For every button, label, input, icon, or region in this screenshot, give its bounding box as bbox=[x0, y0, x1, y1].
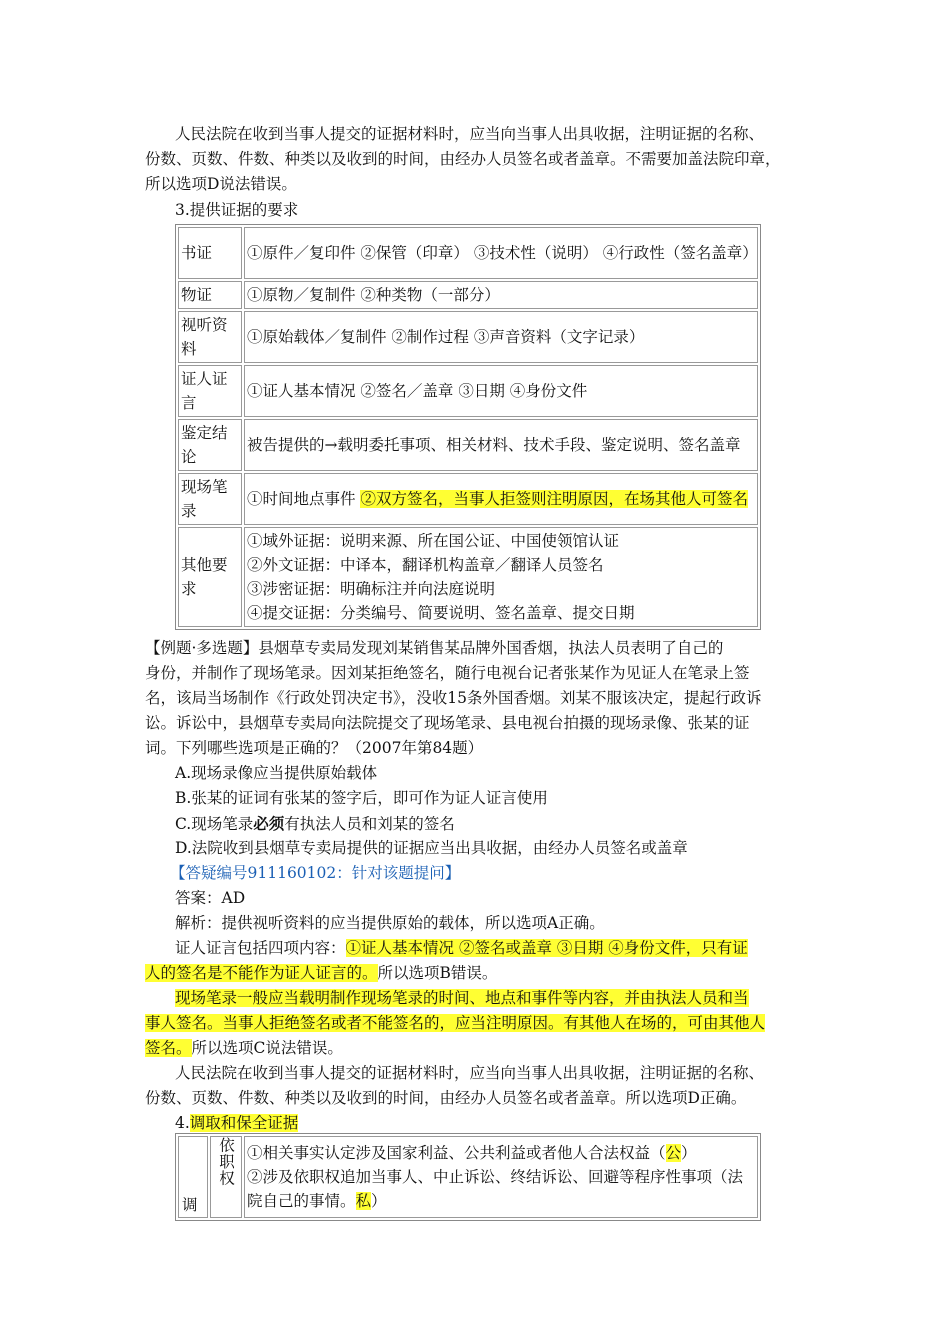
table-cell-key: 物证 bbox=[178, 281, 242, 309]
section-heading: 3.提供证据的要求 bbox=[175, 201, 299, 219]
analysis-line bbox=[145, 1011, 765, 1036]
highlighted-text: 人的签名是不能作为证人证言的。 bbox=[145, 964, 378, 982]
highlighted-text: 调取和保全证据 bbox=[189, 1114, 299, 1132]
table-cell-value bbox=[244, 527, 758, 627]
table-cell-value: 被告提供的→载明委托事项、相关材料、技术手段、鉴定说明、签名盖章 bbox=[244, 419, 758, 471]
qa-link[interactable]: 【答疑编号911160102：针对该题提问】 bbox=[170, 864, 461, 882]
option-text: 有执法人员和刘某的签名 bbox=[284, 815, 455, 833]
analysis-line bbox=[145, 1036, 343, 1061]
evidence-collection-table bbox=[175, 1133, 761, 1221]
option-d: D.法院收到县烟草专卖局提供的证据应当出具收据，由经办人员签名或盖章 bbox=[175, 839, 688, 857]
table-cell-value: ①原始载体／复制件 ②制作过程 ③声音资料（文字记录） bbox=[244, 311, 758, 363]
list-item: ③涉密证据：明确标注并向法庭说明 bbox=[247, 580, 496, 598]
answer: 答案：AD bbox=[175, 889, 246, 907]
analysis-text: 证人证言包括四项内容： bbox=[175, 939, 346, 957]
heading-number: 4. bbox=[175, 1114, 190, 1132]
highlighted-text: ②双方签名，当事人拒签则注明原因，在场其他人可签名 bbox=[360, 490, 748, 508]
table-cell-key: 调 bbox=[178, 1136, 208, 1218]
table-cell-key: 依职权 bbox=[210, 1136, 242, 1218]
option-a: A.现场录像应当提供原始载体 bbox=[175, 764, 378, 782]
option-b: B.张某的证词有张某的签字后，即可作为证人证言使用 bbox=[175, 789, 548, 807]
analysis-line bbox=[145, 936, 748, 961]
cell-text: ②涉及依职权追加当事人、中止诉讼、终结诉讼、回避等程序性事项（法院自己的事情。 bbox=[247, 1168, 744, 1210]
list-item: ②外文证据：中译本，翻译机构盖章／翻译人员签名 bbox=[247, 556, 604, 574]
table-cell-value: ①证人基本情况 ②签名／盖章 ③日期 ④身份文件 bbox=[244, 365, 758, 417]
analysis-text: 所以选项B错误。 bbox=[377, 964, 498, 982]
example-line: 身份，并制作了现场笔录。因刘某拒绝签名，随行电视台记者张某作为见证人在笔录上签 bbox=[145, 664, 750, 682]
option-c bbox=[145, 811, 455, 837]
table-cell-key: 其他要求 bbox=[178, 527, 242, 627]
cell-text: ） bbox=[681, 1144, 697, 1162]
paragraph-line: 人民法院在收到当事人提交的证据材料时，应当向当事人出具收据，注明证据的名称、 bbox=[175, 1064, 765, 1082]
analysis-line: 解析：提供视听资料的应当提供原始的载体，所以选项A正确。 bbox=[175, 914, 605, 932]
cell-text: ①相关事实认定涉及国家利益、公共利益或者他人合法权益（ bbox=[247, 1144, 666, 1162]
example-line: 【例题·多选题】县烟草专卖局发现刘某销售某品牌外国香烟，执法人员表明了自己的 bbox=[145, 639, 724, 657]
table-cell-value bbox=[244, 1136, 758, 1218]
analysis-text: 所以选项C说法错误。 bbox=[191, 1039, 343, 1057]
highlighted-text: 现场笔录一般应当载明制作现场笔录的时间、地点和事件等内容，并由执法人员和当 bbox=[175, 989, 749, 1007]
example-line: 词。下列哪些选项是正确的？（2007年第84题） bbox=[145, 739, 484, 757]
cell-text: ） bbox=[371, 1192, 387, 1210]
evidence-requirements-table bbox=[175, 224, 761, 630]
list-item: ①域外证据：说明来源、所在国公证、中国使领馆认证 bbox=[247, 532, 620, 550]
highlighted-text: 私 bbox=[355, 1192, 372, 1210]
table-cell-value bbox=[244, 473, 758, 525]
list-item: ④提交证据：分类编号、简要说明、签名盖章、提交日期 bbox=[247, 604, 635, 622]
table-cell-value: ①原件／复印件 ②保管（印章） ③技术性（说明） ④行政性（签名盖章） bbox=[244, 227, 758, 279]
table-cell-key: 证人证言 bbox=[178, 365, 242, 417]
bold-text: 必须 bbox=[253, 814, 285, 833]
highlighted-text: ①证人基本情况 ②签名或盖章 ③日期 ④身份文件，只有证 bbox=[345, 939, 748, 957]
highlighted-text: 事人签名。当事人拒绝签名或者不能签名的，应当注明原因。有其他人在场的，可由其他人 bbox=[145, 1014, 766, 1032]
analysis-line bbox=[145, 961, 497, 986]
table-cell-value: ①原物／复制件 ②种类物（一部分） bbox=[244, 281, 758, 309]
table-cell-key: 视听资料 bbox=[178, 311, 242, 363]
highlighted-text: 公 bbox=[665, 1144, 682, 1162]
table-cell-key: 现场笔录 bbox=[178, 473, 242, 525]
option-text: C.现场笔录 bbox=[175, 815, 254, 833]
table-cell-key: 鉴定结论 bbox=[178, 419, 242, 471]
list-item bbox=[247, 1165, 755, 1213]
example-line: 名，该局当场制作《行政处罚决定书》，没收15条外国香烟。刘某不服该决定，提起行政诉 bbox=[145, 689, 762, 707]
highlighted-text: 签名。 bbox=[145, 1039, 192, 1057]
paragraph-line: 人民法院在收到当事人提交的证据材料时，应当向当事人出具收据，注明证据的名称、 bbox=[175, 125, 765, 143]
paragraph-line: 份数、页数、件数、种类以及收到的时间，由经办人员签名或者盖章。不需要加盖法院印章， bbox=[145, 150, 781, 168]
list-item bbox=[247, 1141, 755, 1165]
table-cell-key: 书证 bbox=[178, 227, 242, 279]
cell-text: ①时间地点事件 bbox=[247, 490, 361, 508]
analysis-line bbox=[145, 986, 749, 1011]
example-line: 讼。诉讼中，县烟草专卖局向法院提交了现场笔录、县电视台拍摄的现场录像、张某的证 bbox=[145, 714, 750, 732]
paragraph-line: 所以选项D说法错误。 bbox=[145, 175, 297, 193]
paragraph-line: 份数、页数、件数、种类以及收到的时间，由经办人员签名或者盖章。所以选项D正确。 bbox=[145, 1089, 747, 1107]
